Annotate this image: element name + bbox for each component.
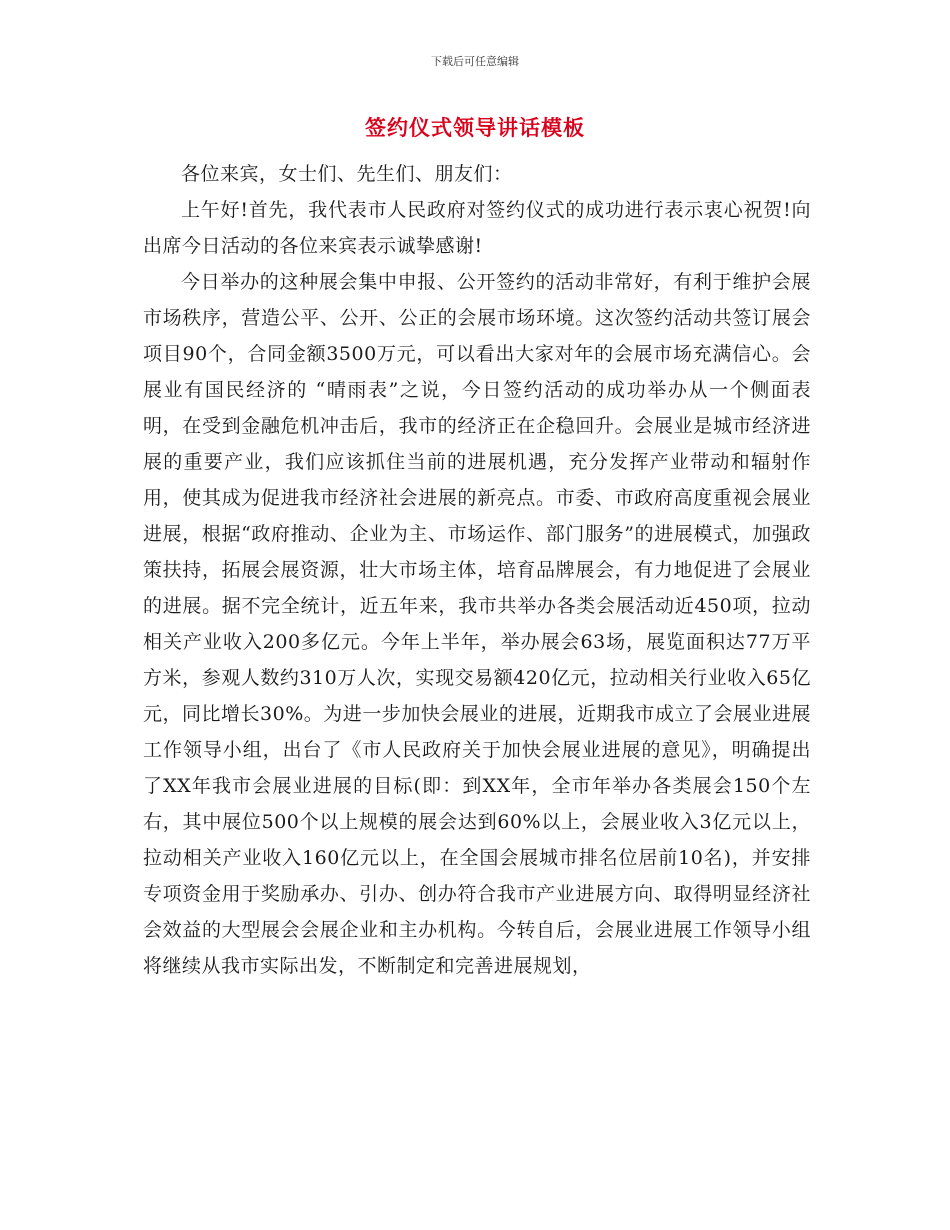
greeting-paragraph: 上午好!首先，我代表市人民政府对签约仪式的成功进行表示衷心祝贺!向出席今日活动的各位来宾表示诚挚感谢! — [143, 199, 811, 257]
header-note: 下载后可任意编辑 — [431, 55, 519, 68]
main-paragraph: 今日举办的这种展会集中申报、公开签约的活动非常好，有利于维护会展市场秩序，营造公平、公开、公正的会展市场环境。这次签约活动共签订展会项目90个，合同金额3500万元，可以看出大家对年的会展市场充满信心。会展业有国民经济的 “晴雨表”之说，今日签约活动的成功举办从一个侧面表明，在受到金融危机冲击后，我市的经济正在企稳回升。会展业是城市经济进展的重要产业，我们应该抓住当前的进展机遇，充分发挥产业带动和辐射作用，使其成为促进我市经济社会进展的新亮点。市委、市政府高度重视会展业进展，根据“政府推动、企业为主、市场运作、部门服务”的进展模式，加强政策扶持，拓展会展资源，壮大市场主体，培育品牌展会，有力地促进了会展业的进展。据不完全统计，近五年来，我市共举办各类会展活动近450项，拉动相关产业收入200多亿元。今年上半年，举办展会63场，展览面积达77万平方米，参观人数约310万人次，实现交易额420亿元，拉动相关行业收入65亿元，同比增长30%。为进一步加快会展业的进展，近期我市成立了会展业进展工作领导小组，出台了《市人民政府关于加快会展业进展的意见》，明确提出了XX年我市会展业进展的目标(即：到XX年，全市年举办各类展会150个左右，其中展位500个以上规模的展会达到60%以上，会展业收入3亿元以上，拉动相关产业收入160亿元以上，在全国会展城市排名位居前10名)，并安排专项资金用于奖励承办、引办、创办符合我市产业进展方向、取得明显经济社会效益的大型展会会展企业和主办机构。今转自后，会展业进展工作领导小组将继续从我市实际出发，不断制定和完善进展规划， — [143, 271, 811, 977]
document-body — [143, 156, 811, 984]
salutation-paragraph: 各位来宾，女士们、先生们、朋友们： — [181, 163, 513, 185]
document-title: 签约仪式领导讲话模板 — [365, 116, 585, 140]
